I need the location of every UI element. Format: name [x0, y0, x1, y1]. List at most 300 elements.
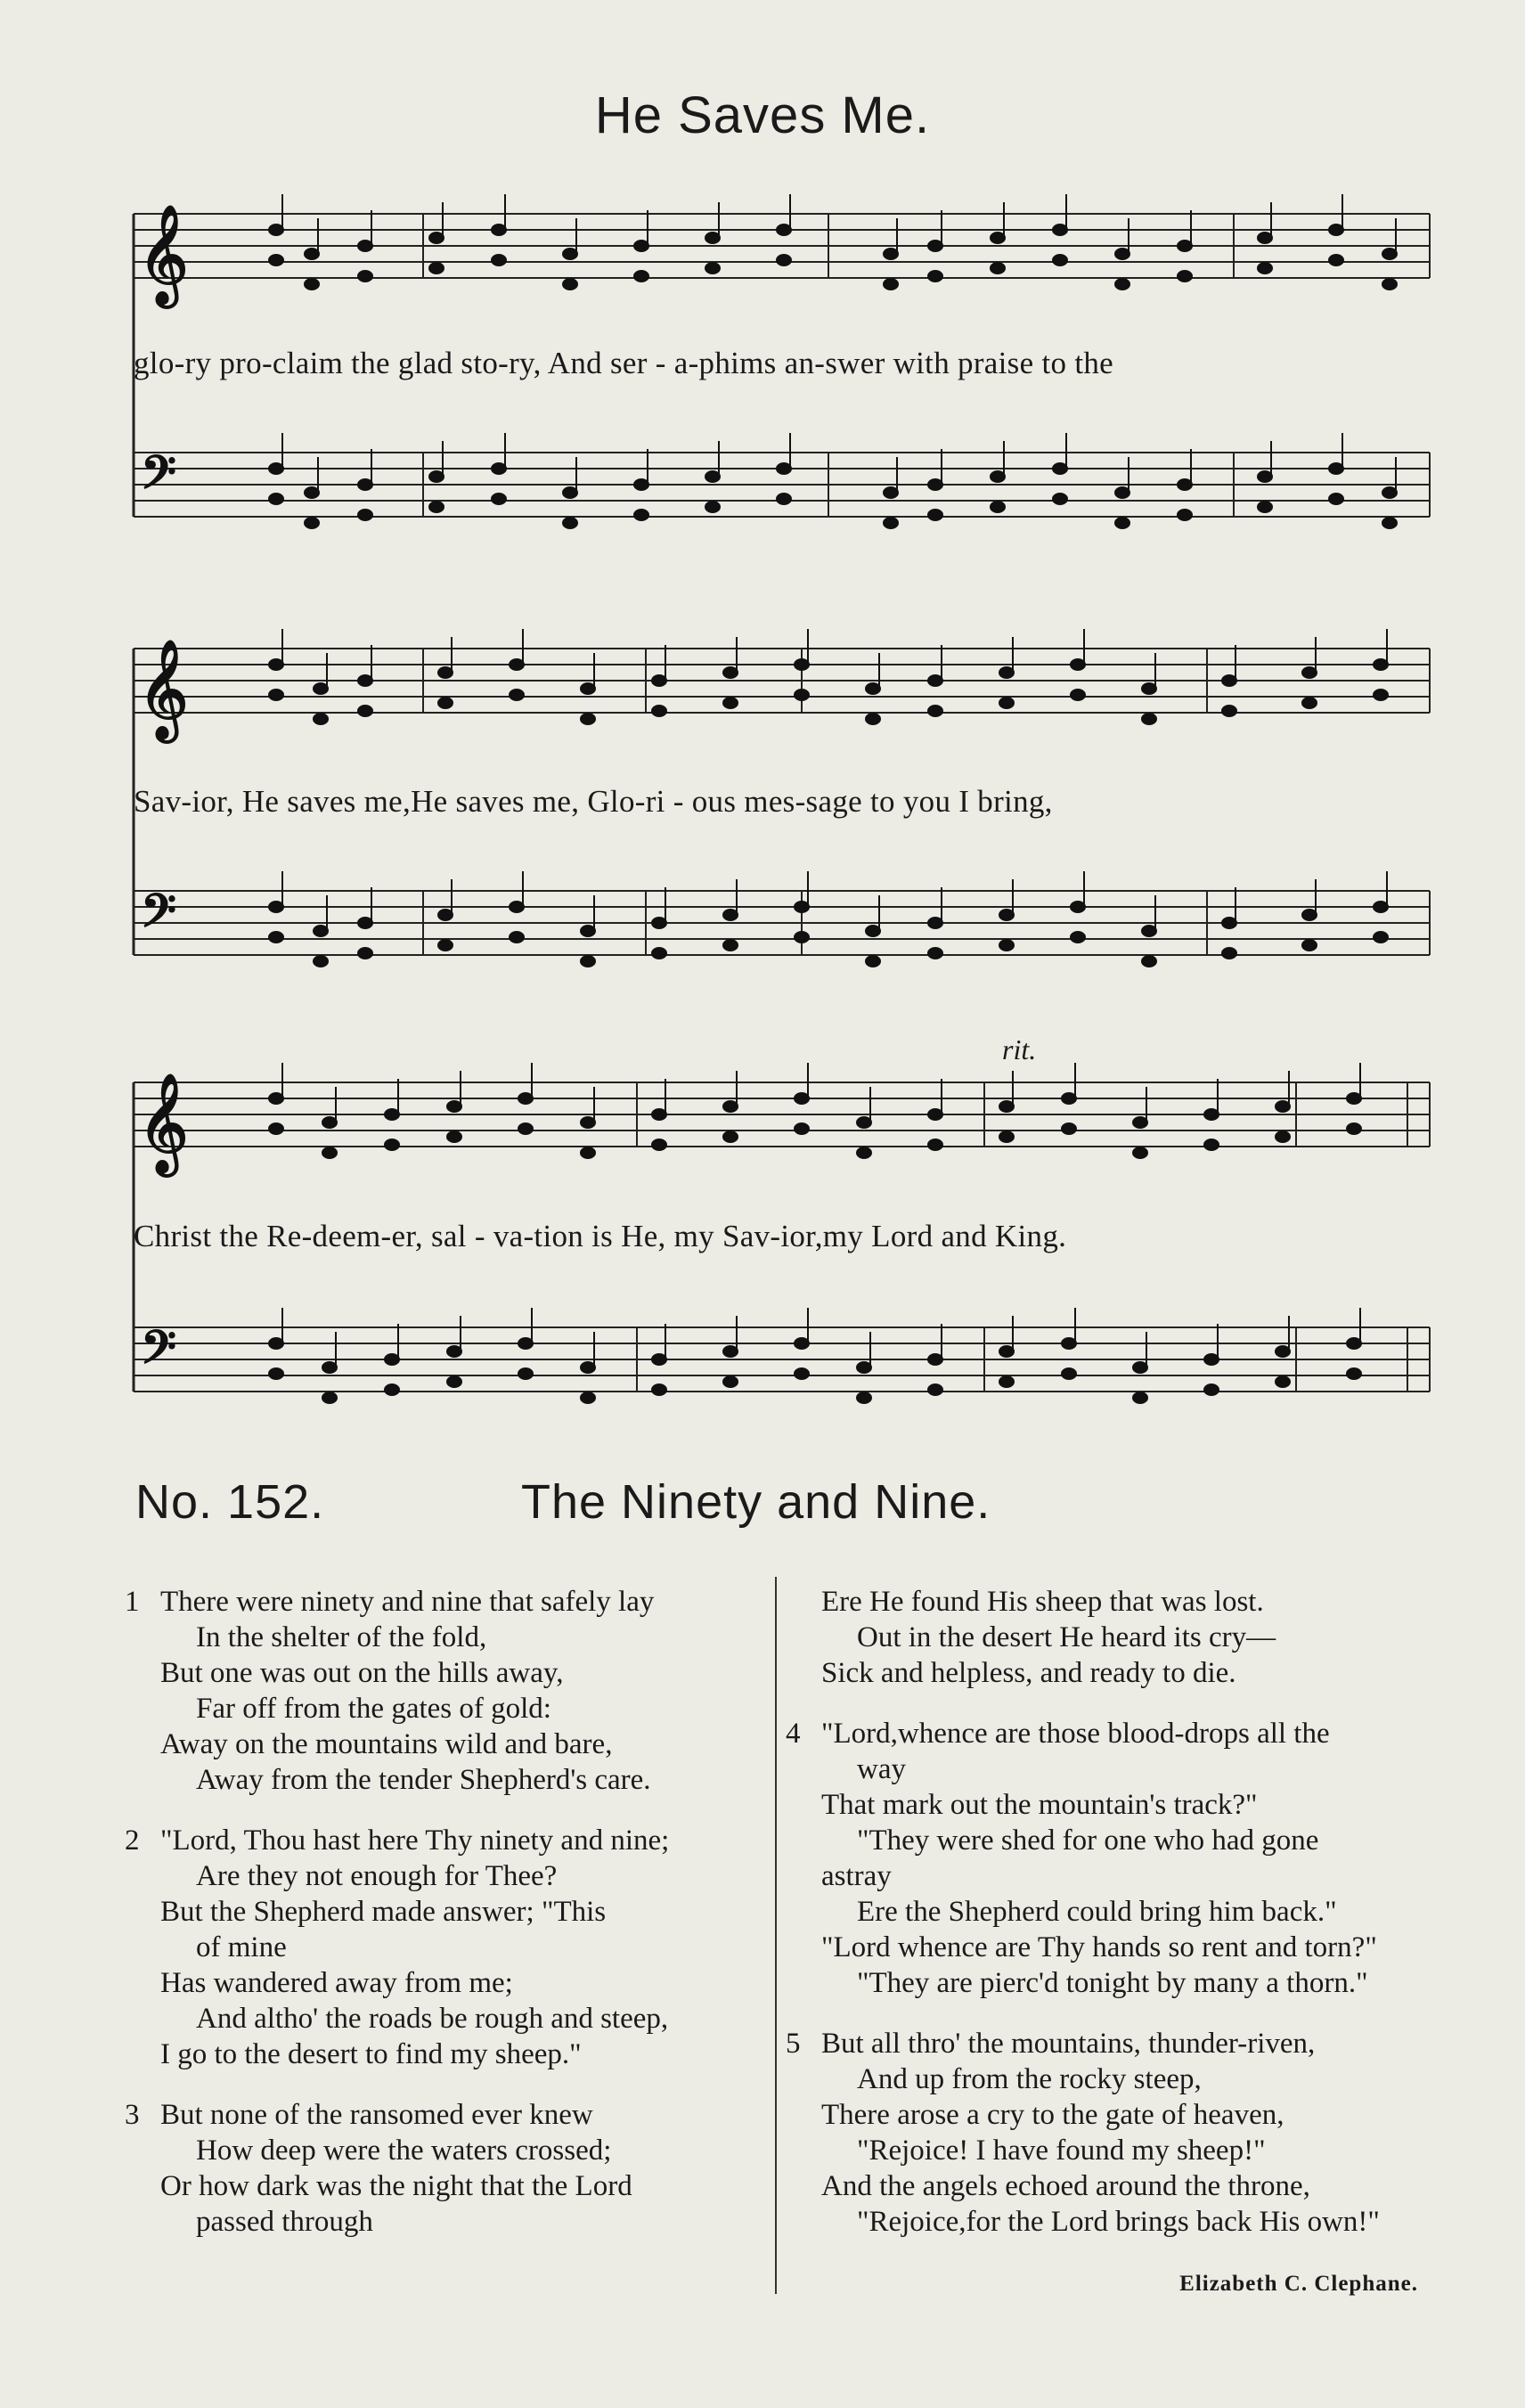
note-head	[1222, 918, 1236, 928]
verse-line	[786, 1751, 1380, 1787]
verse-text: "They were shed for one who had gone	[857, 1824, 1319, 1857]
note-head	[634, 271, 648, 282]
verse-text: How deep were the waters crossed;	[196, 2135, 612, 2167]
note-head	[634, 241, 648, 251]
lyric-line-1: glo-ry pro-claim the glad sto-ry, And ser - a-phims an-swer with praise to the	[134, 346, 1114, 380]
note-head	[723, 667, 738, 678]
note-head	[358, 510, 372, 520]
note-head	[1374, 690, 1388, 700]
note-head	[928, 1354, 942, 1365]
note-head	[928, 271, 942, 282]
note-head	[322, 1392, 337, 1403]
note-head	[999, 940, 1014, 951]
note-head	[928, 510, 942, 520]
note-head	[581, 1392, 595, 1403]
verse-text: Has wandered away from me;	[160, 1967, 513, 1999]
note-head	[928, 948, 942, 959]
note-head	[1053, 494, 1067, 504]
note-head	[518, 1093, 533, 1104]
note-head	[634, 510, 648, 520]
note-head	[1258, 233, 1272, 243]
note-head	[795, 659, 809, 670]
note-head	[385, 1384, 399, 1395]
note-head	[928, 1139, 942, 1150]
note-head	[857, 1362, 871, 1373]
note-head	[999, 698, 1014, 708]
verse-text: "Lord,whence are those blood-drops all the	[821, 1718, 1330, 1750]
note-head	[305, 487, 319, 498]
verse-line	[125, 2001, 669, 2037]
stanza-number: 4	[786, 1718, 801, 1750]
verse-text: And the angels echoed around the throne,	[821, 2170, 1310, 2202]
note-head	[723, 1346, 738, 1357]
note-head	[999, 1346, 1014, 1357]
verse-line	[786, 1930, 1380, 1965]
clef-icon: 𝄢	[141, 1320, 176, 1385]
note-head	[1347, 1368, 1361, 1379]
note-head	[1276, 1376, 1290, 1387]
note-head	[518, 1338, 533, 1349]
note-head	[429, 233, 444, 243]
note-head	[269, 1368, 283, 1379]
note-head	[1382, 487, 1397, 498]
verse-line	[125, 2037, 669, 2072]
note-head	[1115, 518, 1129, 528]
note-head	[884, 487, 898, 498]
hymn-number: No. 152.	[135, 1475, 325, 1529]
verse-text: "Lord, Thou hast here Thy ninety and nine;	[160, 1824, 670, 1857]
stanza-number: 1	[125, 1586, 140, 1618]
note-head	[991, 471, 1005, 482]
lyric-line-3: Christ the Re-deem-er, sal - va-tion is He, my Sav-ior,my Lord and King.	[134, 1219, 1067, 1253]
note-head	[857, 1147, 871, 1158]
verse-line	[125, 1965, 669, 2001]
note-head	[1329, 463, 1343, 474]
note-head	[581, 926, 595, 936]
note-head	[581, 1117, 595, 1128]
note-head	[723, 1101, 738, 1112]
note-head	[385, 1354, 399, 1365]
verse-line	[125, 1894, 669, 1930]
note-head	[884, 279, 898, 290]
clef-icon: 𝄢	[141, 884, 176, 949]
author-credit: Elizabeth C. Clephane.	[1179, 2272, 1418, 2296]
stanza	[786, 1584, 1380, 1691]
note-head	[1222, 706, 1236, 716]
note-head	[1178, 510, 1192, 520]
verse-text: "Lord whence are Thy hands so rent and torn?"	[821, 1931, 1377, 1963]
note-head	[884, 249, 898, 259]
note-head	[1053, 255, 1067, 265]
note-head	[518, 1368, 533, 1379]
note-head	[652, 1354, 666, 1365]
note-head	[705, 502, 720, 512]
note-head	[492, 224, 506, 235]
note-head	[358, 948, 372, 959]
note-head	[1204, 1139, 1219, 1150]
stanza-number: 3	[125, 2099, 140, 2131]
verse-text: Away from the tender Shepherd's care.	[196, 1764, 651, 1796]
note-head	[1258, 502, 1272, 512]
stanza	[125, 2097, 669, 2240]
note-head	[1115, 249, 1129, 259]
verse-line	[786, 1584, 1380, 1620]
verse-line	[125, 1930, 669, 1965]
verse-text: Out in the desert He heard its cry—	[857, 1621, 1276, 1653]
verse-text: There arose a cry to the gate of heaven,	[821, 2099, 1284, 2131]
note-head	[795, 1368, 809, 1379]
note-head	[269, 255, 283, 265]
verse-line	[125, 1726, 669, 1762]
note-head	[269, 494, 283, 504]
note-head	[1142, 956, 1156, 967]
verse-text: Ere the Shepherd could bring him back."	[857, 1896, 1337, 1928]
note-head	[1374, 902, 1388, 912]
note-head	[581, 1362, 595, 1373]
note-head	[1142, 714, 1156, 724]
note-head	[563, 518, 577, 528]
note-head	[358, 918, 372, 928]
lyric-line-2: Sav-ior, He saves me,He saves me, Glo-ri - ous mes-sage to you I bring,	[134, 784, 1053, 819]
note-head	[795, 902, 809, 912]
note-head	[492, 463, 506, 474]
verse-line	[786, 2168, 1380, 2204]
note-head	[705, 233, 720, 243]
verse-text: In the shelter of the fold,	[196, 1621, 487, 1653]
verse-line	[786, 1965, 1380, 2001]
note-head	[928, 1384, 942, 1395]
verse-text: But none of the ransomed ever knew	[160, 2099, 593, 2131]
note-head	[1302, 940, 1317, 951]
verse-line	[125, 1584, 669, 1620]
column-divider	[775, 1577, 777, 2294]
verse-line	[786, 2204, 1380, 2240]
tempo-mark: rit.	[1002, 1033, 1037, 1065]
note-head	[438, 667, 453, 678]
note-head	[358, 241, 372, 251]
verses-right-column	[786, 1584, 1380, 2265]
note-head	[1071, 932, 1085, 943]
note-head	[795, 932, 809, 943]
note-head	[510, 932, 524, 943]
note-head	[999, 667, 1014, 678]
verse-line	[125, 2168, 669, 2204]
note-head	[305, 249, 319, 259]
note-head	[314, 683, 328, 694]
note-head	[581, 1147, 595, 1158]
note-head	[358, 706, 372, 716]
note-head	[652, 1139, 666, 1150]
note-head	[563, 487, 577, 498]
verse-line	[125, 1691, 669, 1726]
note-head	[705, 263, 720, 273]
verse-line	[786, 1655, 1380, 1691]
note-head	[447, 1346, 461, 1357]
note-head	[1062, 1093, 1076, 1104]
note-head	[777, 224, 791, 235]
note-head	[314, 956, 328, 967]
note-head	[1062, 1368, 1076, 1379]
verse-text: Sick and helpless, and ready to die.	[821, 1657, 1236, 1689]
verse-text: "Rejoice,for the Lord brings back His own!"	[857, 2206, 1380, 2238]
note-head	[1329, 494, 1343, 504]
note-head	[723, 940, 738, 951]
note-head	[429, 263, 444, 273]
note-head	[581, 714, 595, 724]
verse-line	[786, 2133, 1380, 2168]
note-head	[581, 956, 595, 967]
note-head	[1222, 948, 1236, 959]
note-head	[1302, 667, 1317, 678]
note-head	[652, 918, 666, 928]
note-head	[269, 1123, 283, 1134]
note-head	[269, 690, 283, 700]
verse-line	[125, 1655, 669, 1691]
note-head	[1133, 1362, 1147, 1373]
note-head	[866, 683, 880, 694]
clef-icon: 𝄢	[141, 445, 176, 510]
note-head	[358, 271, 372, 282]
clef-icon: 𝄞	[138, 1073, 189, 1172]
verse-text: passed through	[196, 2206, 373, 2238]
note-head	[1347, 1338, 1361, 1349]
verse-line	[786, 1787, 1380, 1823]
note-head	[510, 690, 524, 700]
verse-text: There were ninety and nine that safely lay	[160, 1586, 655, 1618]
note-head	[1053, 463, 1067, 474]
note-head	[510, 659, 524, 670]
note-head	[652, 1384, 666, 1395]
note-head	[884, 518, 898, 528]
stanza	[125, 1823, 669, 2072]
note-head	[1133, 1117, 1147, 1128]
note-head	[447, 1131, 461, 1142]
note-head	[634, 479, 648, 490]
note-head	[269, 932, 283, 943]
verse-line	[125, 2133, 669, 2168]
note-head	[1053, 224, 1067, 235]
note-head	[723, 1131, 738, 1142]
note-head	[866, 926, 880, 936]
note-head	[1133, 1147, 1147, 1158]
stanza-number: 5	[786, 2028, 801, 2060]
verse-text: astray	[821, 1860, 892, 1892]
note-head	[991, 263, 1005, 273]
verse-text: of mine	[196, 1931, 287, 1963]
note-head	[723, 698, 738, 708]
note-head	[1204, 1109, 1219, 1120]
note-head	[857, 1392, 871, 1403]
note-head	[429, 471, 444, 482]
verse-line	[125, 1823, 669, 1858]
note-head	[1071, 902, 1085, 912]
note-head	[866, 714, 880, 724]
verse-text: I go to the desert to find my sheep."	[160, 2038, 582, 2070]
note-head	[1178, 271, 1192, 282]
page-title: He Saves Me.	[594, 86, 931, 144]
note-head	[1258, 471, 1272, 482]
note-head	[1204, 1384, 1219, 1395]
verse-text: And altho' the roads be rough and steep,	[196, 2003, 669, 2035]
verse-line	[786, 1858, 1380, 1894]
note-head	[563, 279, 577, 290]
note-head	[928, 479, 942, 490]
note-head	[1374, 932, 1388, 943]
verse-text: Ere He found His sheep that was lost.	[821, 1586, 1264, 1618]
verse-text: "They are pierc'd tonight by many a thorn."	[857, 1967, 1368, 1999]
verses-left-column	[125, 1584, 669, 2265]
note-head	[866, 956, 880, 967]
note-head	[447, 1101, 461, 1112]
note-head	[795, 1338, 809, 1349]
verse-text: But the Shepherd made answer; "This	[160, 1896, 607, 1928]
note-head	[857, 1117, 871, 1128]
note-head	[652, 1109, 666, 1120]
verse-text: "Rejoice! I have found my sheep!"	[857, 2135, 1266, 2167]
note-head	[269, 463, 283, 474]
verse-text: Are they not enough for Thee?	[196, 1860, 558, 1892]
clef-icon: 𝄞	[138, 204, 189, 304]
note-head	[429, 502, 444, 512]
verse-text: But all thro' the mountains, thunder-riven,	[821, 2028, 1316, 2060]
note-head	[322, 1117, 337, 1128]
note-head	[777, 494, 791, 504]
note-head	[1276, 1131, 1290, 1142]
note-head	[1329, 255, 1343, 265]
note-head	[1062, 1338, 1076, 1349]
note-head	[1062, 1123, 1076, 1134]
note-head	[1115, 487, 1129, 498]
stanza	[125, 1584, 669, 1798]
note-head	[795, 690, 809, 700]
note-head	[1382, 249, 1397, 259]
note-head	[581, 683, 595, 694]
note-head	[928, 918, 942, 928]
note-head	[795, 1093, 809, 1104]
note-head	[1382, 518, 1397, 528]
note-head	[269, 902, 283, 912]
verse-text: way	[857, 1753, 906, 1785]
note-head	[438, 940, 453, 951]
note-head	[1258, 263, 1272, 273]
note-head	[1276, 1101, 1290, 1112]
note-head	[1204, 1354, 1219, 1365]
verse-text: Away on the mountains wild and bare,	[160, 1728, 613, 1760]
note-head	[1178, 241, 1192, 251]
note-head	[723, 1376, 738, 1387]
note-head	[928, 241, 942, 251]
verse-line	[786, 1716, 1380, 1751]
verse-text: That mark out the mountain's track?"	[821, 1789, 1258, 1821]
verse-line	[125, 2097, 669, 2133]
note-head	[999, 910, 1014, 920]
stanza	[786, 1716, 1380, 2001]
note-head	[795, 1123, 809, 1134]
verse-line	[125, 1858, 669, 1894]
verse-line	[786, 2026, 1380, 2061]
note-head	[1178, 479, 1192, 490]
note-head	[269, 1093, 283, 1104]
note-head	[1133, 1392, 1147, 1403]
verse-text: Or how dark was the night that the Lord	[160, 2170, 632, 2202]
note-head	[438, 910, 453, 920]
note-head	[999, 1376, 1014, 1387]
clef-icon: 𝄞	[138, 639, 189, 739]
verse-line	[786, 2097, 1380, 2133]
note-head	[928, 1109, 942, 1120]
note-head	[1347, 1093, 1361, 1104]
note-head	[991, 502, 1005, 512]
stanza-number: 2	[125, 1824, 140, 1857]
note-head	[322, 1147, 337, 1158]
note-head	[1382, 279, 1397, 290]
verse-line	[786, 1894, 1380, 1930]
note-head	[358, 675, 372, 686]
note-head	[269, 659, 283, 670]
note-head	[1374, 659, 1388, 670]
note-head	[447, 1376, 461, 1387]
note-head	[1347, 1123, 1361, 1134]
note-head	[1142, 683, 1156, 694]
note-head	[777, 463, 791, 474]
verse-line	[125, 1762, 669, 1798]
note-head	[1329, 224, 1343, 235]
verse-text: Far off from the gates of gold:	[196, 1693, 551, 1725]
verse-line	[786, 1620, 1380, 1655]
stanza	[786, 2026, 1380, 2240]
note-head	[999, 1101, 1014, 1112]
note-head	[777, 255, 791, 265]
note-head	[1222, 675, 1236, 686]
note-head	[438, 698, 453, 708]
note-head	[269, 224, 283, 235]
note-head	[510, 902, 524, 912]
note-head	[928, 675, 942, 686]
note-head	[652, 706, 666, 716]
note-head	[999, 1131, 1014, 1142]
note-head	[492, 494, 506, 504]
verse-line	[786, 1823, 1380, 1858]
note-head	[269, 1338, 283, 1349]
note-head	[1071, 659, 1085, 670]
note-head	[492, 255, 506, 265]
note-head	[1302, 910, 1317, 920]
note-head	[385, 1139, 399, 1150]
note-head	[385, 1109, 399, 1120]
note-head	[991, 233, 1005, 243]
note-head	[1276, 1346, 1290, 1357]
note-head	[305, 518, 319, 528]
note-head	[563, 249, 577, 259]
note-head	[705, 471, 720, 482]
note-head	[314, 926, 328, 936]
verse-line	[125, 2204, 669, 2240]
note-head	[1115, 279, 1129, 290]
note-head	[1302, 698, 1317, 708]
hymn-title: The Ninety and Nine.	[521, 1475, 991, 1529]
verse-text: And up from the rocky steep,	[857, 2063, 1202, 2095]
note-head	[1071, 690, 1085, 700]
note-head	[518, 1123, 533, 1134]
note-head	[652, 948, 666, 959]
note-head	[358, 479, 372, 490]
note-head	[928, 706, 942, 716]
note-head	[723, 910, 738, 920]
note-head	[652, 675, 666, 686]
note-head	[1142, 926, 1156, 936]
note-head	[305, 279, 319, 290]
note-head	[314, 714, 328, 724]
